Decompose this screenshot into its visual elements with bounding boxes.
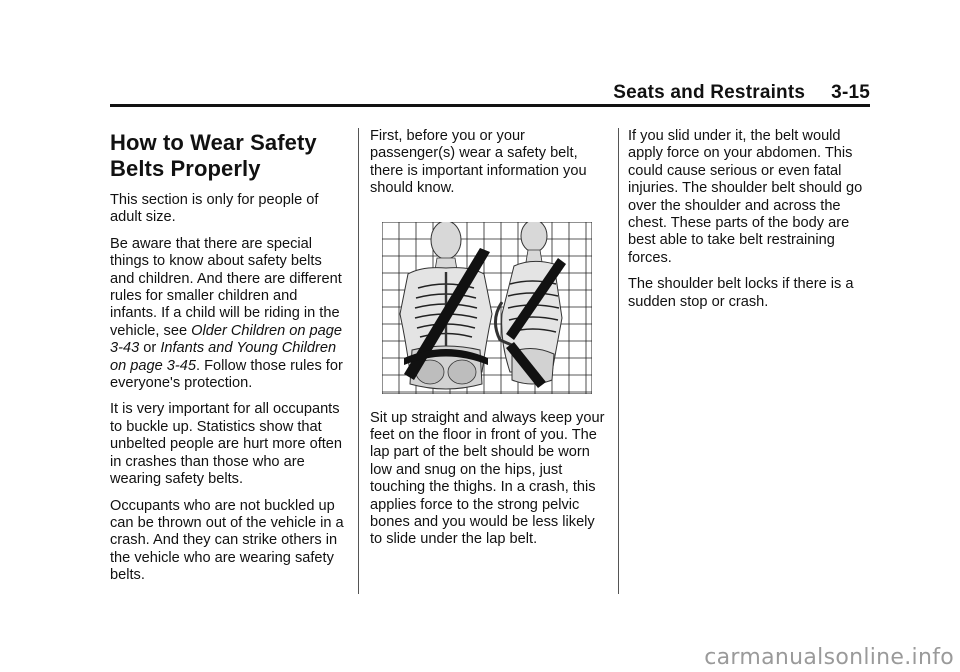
column-left bbox=[110, 128, 346, 594]
paragraph-with-links: Be aware that there are special things to know about safety belts and children. And there are different rules for smaller children and infants. If a child will be riding in the vehicle, see Older Children on page 3-43 or Infants and Young Children on page 3-45. Follow those rules for everyone's protection. bbox=[110, 235, 343, 392]
paragraph: Occupants who are not buckled up can be thrown out of the vehicle in a crash. And they can strike others in the vehicle who are wearing safety belts. bbox=[110, 497, 344, 584]
paragraph: If you slid under it, the belt would apply force on your abdomen. This could cause serious or even fatal injuries. The shoulder belt should go over the shoulder and across the chest. These parts of the body are best able to take belt restraining forces. bbox=[628, 128, 863, 266]
column-divider bbox=[358, 128, 359, 594]
safety-belt-skeleton-illustration bbox=[382, 222, 592, 394]
column-middle bbox=[370, 128, 610, 558]
section-heading: How to Wear Safety Belts Properly bbox=[110, 130, 317, 181]
front-figure bbox=[400, 222, 492, 389]
paragraph: The shoulder belt locks if there is a sudden stop or crash. bbox=[628, 276, 854, 310]
paragraph: First, before you or your passenger(s) wear a safety belt, there is important information you should know. bbox=[370, 128, 587, 197]
header-rule bbox=[110, 104, 870, 107]
cross-reference-older-children[interactable]: Older Children on page 3-43 bbox=[110, 322, 343, 357]
paragraph: It is very important for all occupants to buckle up. Statistics show that unbelted people are hurt more often in crashes than those who are wearing safety belts. bbox=[110, 401, 343, 488]
section-title: Seats and Restraints bbox=[613, 82, 806, 103]
column-divider bbox=[618, 128, 619, 594]
watermark: carmanualsonline.info bbox=[704, 645, 954, 670]
cross-reference-infants[interactable]: Infants and Young Children on page 3-45 bbox=[110, 340, 337, 374]
paragraph: Sit up straight and always keep your feet on the floor in front of you. The lap part of the belt should be worn low and snug on the hips, just touching the thighs. In a crash, this applies force to the strong pelvic bones and you would be less likely to slide under the lap belt. bbox=[370, 409, 605, 548]
page-number: 3-15 bbox=[831, 82, 870, 103]
column-right bbox=[628, 128, 874, 320]
page-header bbox=[110, 82, 870, 104]
paragraph: This section is only for people of adult size. bbox=[110, 192, 319, 226]
side-figure bbox=[495, 222, 566, 388]
